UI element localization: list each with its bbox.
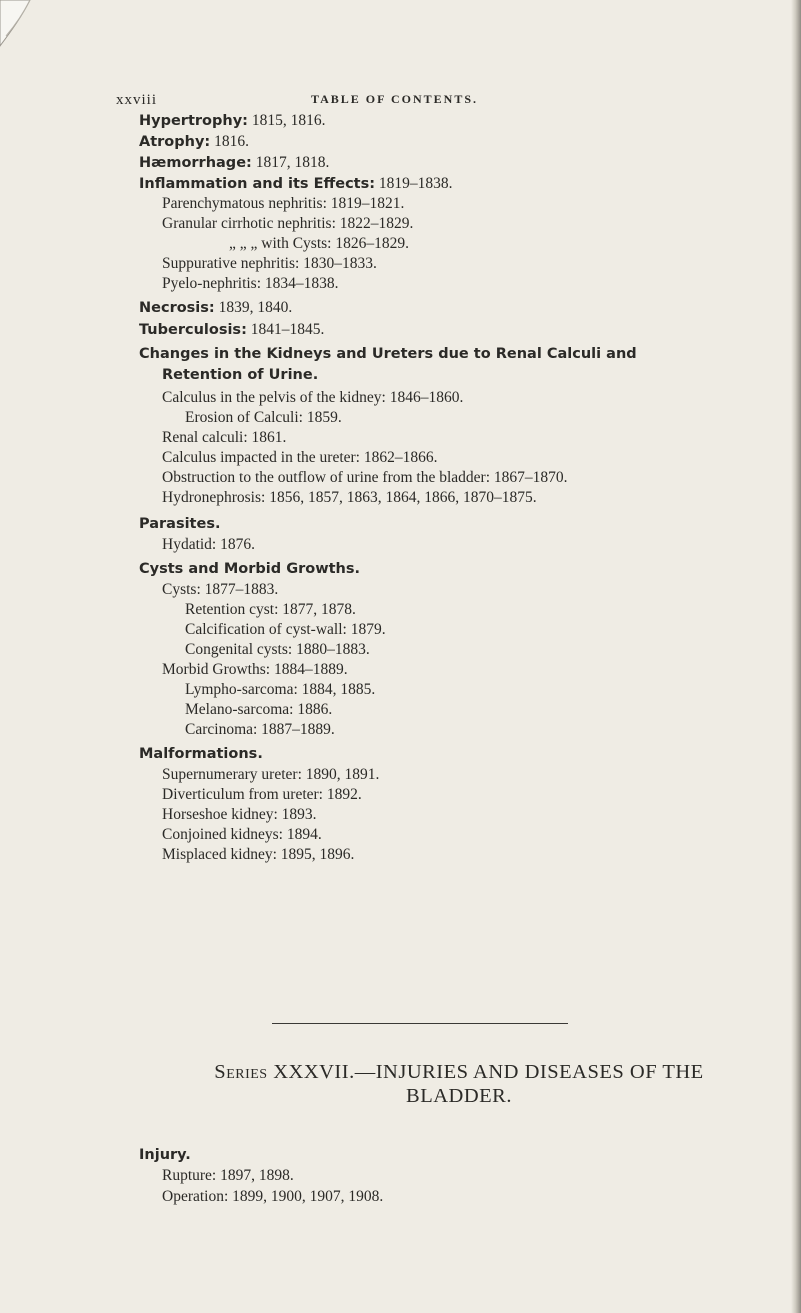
entry-page-range: 1816. [210, 133, 249, 150]
toc-entry: Supernumerary ureter: 1890, 1891. [162, 766, 380, 783]
toc-heading [139, 133, 249, 151]
entry-page-range: 1815, 1816. [247, 112, 326, 129]
toc-entry: Calculus impacted in the ureter: 1862–1866. [162, 449, 438, 466]
series-entry: Rupture: 1897, 1898. [162, 1167, 294, 1184]
toc-entry: Congenital cysts: 1880–1883. [185, 641, 370, 658]
page-number: xxviii [116, 92, 158, 108]
toc-heading: Cysts and Morbid Growths. [139, 561, 360, 577]
running-head: TABLE OF CONTENTS. [311, 92, 479, 106]
toc-entry: Parenchymatous nephritis: 1819–1821. [162, 195, 405, 212]
entry-heading-term: Hypertrophy: [139, 113, 248, 129]
toc-heading: Malformations. [139, 746, 263, 762]
toc-heading [139, 299, 292, 317]
entry-heading-term: Hæmorrhage: [139, 155, 252, 171]
entry-page-range: 1819–1838. [375, 175, 453, 192]
series-title-line2: BLADDER. [406, 1085, 512, 1107]
toc-entry: „ „ „ with Cysts: 1826–1829. [229, 235, 409, 252]
series-heading: Injury. [139, 1147, 191, 1163]
entry-page-range: 1817, 1818. [251, 154, 330, 171]
series-title [139, 1060, 779, 1108]
toc-entry: Diverticulum from ureter: 1892. [162, 786, 362, 803]
toc-entry: Calculus in the pelvis of the kidney: 1846–1860. [162, 389, 464, 406]
toc-entry: Erosion of Calculi: 1859. [185, 409, 342, 426]
page-header [116, 92, 716, 112]
toc-heading [139, 175, 453, 193]
page-edge-shadow [791, 0, 801, 1313]
entry-page-range: 1841–1845. [246, 321, 325, 338]
toc-entry: Lympho-sarcoma: 1884, 1885. [185, 681, 376, 698]
entry-heading-term: Tuberculosis: [139, 322, 247, 338]
toc-entry: Morbid Growths: 1884–1889. [162, 661, 348, 678]
entry-page-range: 1839, 1840. [214, 299, 293, 316]
toc-entry: Conjoined kidneys: 1894. [162, 826, 322, 843]
toc-heading [139, 321, 324, 339]
toc-entry: Granular cirrhotic nephritis: 1822–1829. [162, 215, 414, 232]
series-label: Series [214, 1061, 268, 1083]
toc-heading: Parasites. [139, 516, 221, 532]
toc-entry: Retention cyst: 1877, 1878. [185, 601, 356, 618]
toc-entry: Suppurative nephritis: 1830–1833. [162, 255, 377, 272]
toc-entry: Hydatid: 1876. [162, 536, 255, 553]
page-corner-fold [0, 0, 40, 60]
toc-heading [139, 112, 325, 130]
toc-entry: Renal calculi: 1861. [162, 429, 287, 446]
series-entry: Operation: 1899, 1900, 1907, 1908. [162, 1188, 384, 1205]
toc-entry: Cysts: 1877–1883. [162, 581, 279, 598]
toc-entry: Pyelo-nephritis: 1834–1838. [162, 275, 339, 292]
toc-heading [139, 154, 329, 172]
entry-heading-term: Atrophy: [139, 134, 211, 150]
toc-entry: Misplaced kidney: 1895, 1896. [162, 846, 355, 863]
toc-entry: Melano-sarcoma: 1886. [185, 701, 333, 718]
section-divider-rule [272, 1023, 568, 1024]
toc-entry: Hydronephrosis: 1856, 1857, 1863, 1864, 1866, 1870–1875. [162, 489, 537, 506]
toc-entry: Carcinoma: 1887–1889. [185, 721, 335, 738]
toc-entry: Calcification of cyst-wall: 1879. [185, 621, 386, 638]
toc-heading: Changes in the Kidneys and Ureters due to Renal Calculi and [139, 346, 637, 362]
entry-heading-term: Inflammation and its Effects: [139, 176, 376, 192]
series-title-text: XXXVII.—INJURIES AND DISEASES OF THE [273, 1061, 704, 1083]
toc-heading: Retention of Urine. [162, 367, 319, 383]
entry-heading-term: Necrosis: [139, 300, 215, 316]
toc-entry: Horseshoe kidney: 1893. [162, 806, 317, 823]
toc-entry: Obstruction to the outflow of urine from the bladder: 1867–1870. [162, 469, 568, 486]
